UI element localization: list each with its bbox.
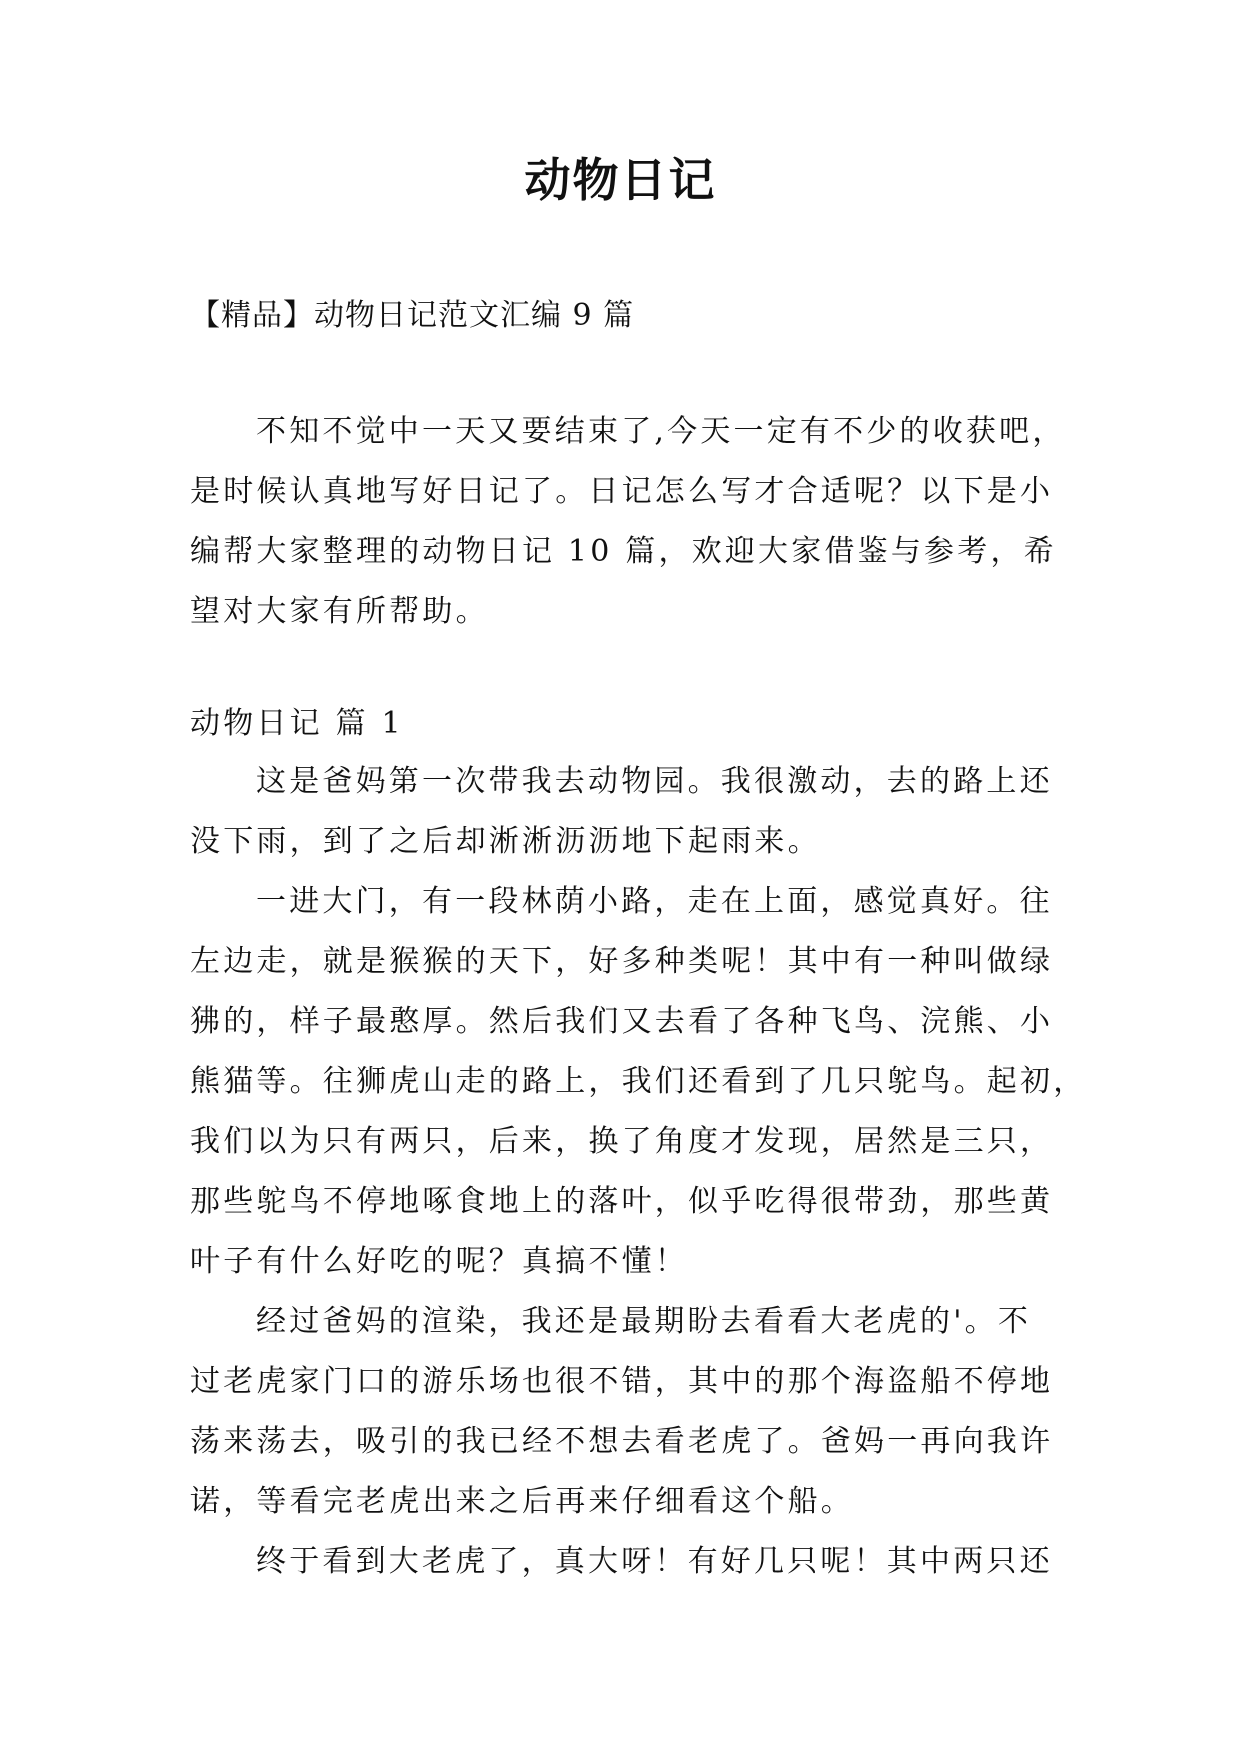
body-line: 这是爸妈第一次带我去动物园。我很激动，去的路上还	[256, 764, 1053, 799]
body-line: 荡来荡去，吸引的我已经不想去看老虎了。爸妈一再向我许	[190, 1424, 1054, 1459]
body-line: 没下雨，到了之后却淅淅沥沥地下起雨来。	[190, 824, 821, 859]
body-line: 狒的，样子最憨厚。然后我们又去看了各种飞鸟、浣熊、小	[190, 1004, 1054, 1039]
intro-line: 望对大家有所帮助。	[190, 594, 489, 629]
body-line: 终于看到大老虎了，真大呀！有好几只呢！其中两只还	[256, 1544, 1053, 1579]
document-subtitle: 【精品】动物日记范文汇编 9 篇	[190, 298, 635, 333]
body-line: 我们以为只有两只，后来，换了角度才发现，居然是三只，	[190, 1124, 1054, 1159]
intro-line: 编帮大家整理的动物日记 10 篇，欢迎大家借鉴与参考，希	[190, 534, 1057, 569]
document-title: 动物日记	[524, 153, 717, 207]
body-line: 诺，等看完老虎出来之后再来仔细看这个船。	[190, 1484, 854, 1519]
body-line: 叶子有什么好吃的呢？真搞不懂！	[190, 1244, 688, 1279]
body-line: 那些鸵鸟不停地啄食地上的落叶，似乎吃得很带劲，那些黄	[190, 1184, 1054, 1219]
body-line: 经过爸妈的渲染，我还是最期盼去看看大老虎的'。不	[256, 1304, 1032, 1339]
body-line: 过老虎家门口的游乐场也很不错，其中的那个海盗船不停地	[190, 1364, 1054, 1399]
body-line: 一进大门，有一段林荫小路，走在上面，感觉真好。往	[256, 884, 1053, 919]
intro-line: 是时候认真地写好日记了。日记怎么写才合适呢？以下是小	[190, 474, 1054, 509]
body-line: 熊猫等。往狮虎山走的路上，我们还看到了几只鸵鸟。起初，	[190, 1064, 1087, 1099]
section-heading: 动物日记 篇 1	[190, 706, 404, 741]
intro-line: 不知不觉中一天又要结束了,今天一定有不少的收获吧，	[256, 414, 1066, 449]
body-line: 左边走，就是猴猴的天下，好多种类呢！其中有一种叫做绿	[190, 944, 1054, 979]
